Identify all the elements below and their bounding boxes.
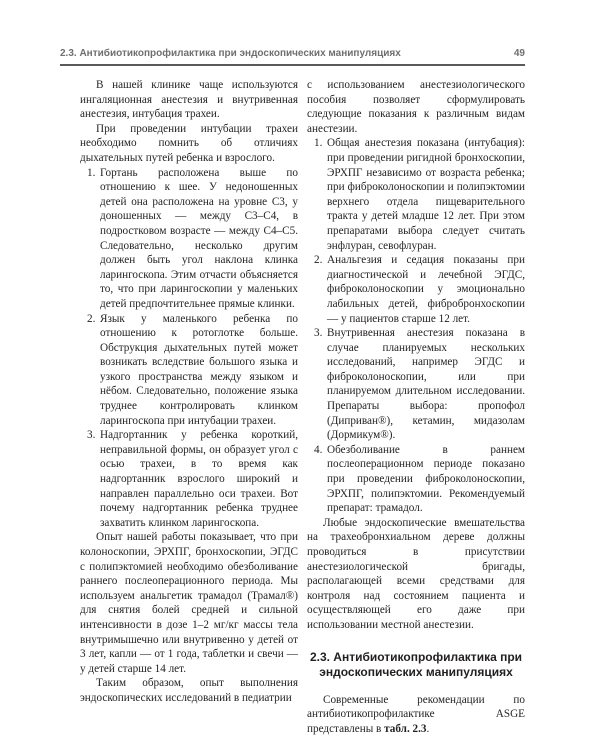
paragraph: При проведении интубации трахеи необходимо помнить об отличиях дыхательных путей ребенка и взрослого.: [80, 122, 298, 164]
paragraph-end: .: [426, 722, 430, 735]
running-header: [60, 48, 525, 59]
header-title: 2.3. Антибиотикопрофилактика при эндоскопических манипуляциях: [60, 48, 401, 59]
list-number: 2.: [314, 254, 323, 267]
list-item-text: Обезболивание в раннем послеоперационном периоде показано при проведении фиброколоноскопии, ЭРХПГ, полипэктомии. Рекомендуемый препарат: трамадол.: [327, 443, 525, 515]
paragraph-text: Современные рекомендации по антибиотикопрофилактике ASGE представлены в: [307, 693, 525, 735]
left-column: [80, 78, 298, 706]
paragraph: Любые эндоскопические вмешательства на трахеобронхиальном дереве должны проводиться в присутствии анестезиологической бригады, располагающей всеми средствами для контроля над состоянием пациента и осуществляющей его даже при использовании местной анестезии.: [307, 516, 525, 631]
list-item: [80, 428, 298, 530]
list-number: 4.: [314, 443, 323, 456]
list-item-text: Надгортанник у ребенка короткий, неправильной формы, он образует угол с осью трахеи, в то время как надгортанник взрослого широкий и направлен параллельно оси трахеи. Вот почему надгортанник ребенка труднее захватить клинком ларингоскопа.: [100, 429, 298, 529]
header-rule: [60, 64, 525, 66]
paragraph: с использованием анестезиологического пособия позволяет сформулировать следующие показания к различным видам анестезии.: [307, 79, 525, 135]
list-item-text: Гортань расположена выше по отношению к шее. У недоношенных детей она расположена на уровне С3, у доношенных — между С3–С4, в подростковом возрасте — между С4–С5. Следовательно, несколько другим должен быть угол наклона клинка ларингоскопа. Этим отчасти объясняется то, что при ларингоскопии у маленьких детей предпочтительнее прямые клинки.: [100, 166, 298, 310]
list-item: [307, 326, 525, 443]
table-reference: табл. 2.3: [384, 722, 427, 735]
paragraph: В нашей клинике чаще используются ингаляционная анестезия и внутривенная анестезия, интубация трахеи.: [80, 79, 298, 121]
list-item: [307, 253, 525, 326]
list-item: [307, 136, 525, 253]
numbered-list: [80, 166, 298, 531]
paragraph: Таким образом, опыт выполнения эндоскопических исследований в педиатрии: [80, 677, 298, 704]
paragraph: Опыт нашей работы показывает, что при колоноскопии, ЭРХПГ, бронхоскопии, ЭГДС с полипэктомией необходимо обезболивание раннего послеоперационного периода. Мы используем анальгетик трамадол (Трамал®) для снятия болей средней и сильной интенсивности в дозе 1–2 мг/кг массы тела внутримышечно или внутривенно у детей от 3 лет, капли — от 1 года, таблетки и свечи — у детей старше 14 лет.: [80, 531, 298, 675]
list-item-text: Анальгезия и седация показаны при диагностической и лечебной ЭГДС, фиброколоноскопии у эмоционально лабильных детей, фибробронхоскопии — у пациентов старше 12 лет.: [327, 254, 525, 325]
list-item-text: Язык у маленького ребенка по отношению к ротоглотке больше. Обструкция дыхательных путей может возникать вследствие большого языка и узкого пространства между языком и нёбом. Следовательно, положение языка труднее контролировать клинком ларингоскопа при интубации трахеи.: [100, 312, 298, 427]
section-heading: 2.3. Антибиотикопрофилактика при эндоскопических манипуляциях: [309, 649, 523, 679]
list-item-text: Общая анестезия показана (интубация): при проведении ригидной бронхоскопии, ЭРХПГ независимо от возраста ребенка; при фиброколоноскопии и полипэктомии верхнего отдела пищеварительного тракта у детей младше 12 лет. При этом препаратами выбора следует считать энфлуран, севофлуран.: [327, 137, 525, 252]
list-number: 1.: [314, 137, 323, 150]
list-number: 2.: [87, 312, 96, 325]
right-column: [307, 78, 525, 736]
numbered-list: [307, 136, 525, 515]
page-number: 49: [513, 48, 525, 59]
list-number: 1.: [87, 166, 96, 179]
list-item: [307, 443, 525, 516]
list-item: [80, 166, 298, 312]
list-number: 3.: [314, 327, 323, 340]
paragraph: [307, 693, 525, 737]
list-item: [80, 312, 298, 429]
list-number: 3.: [87, 429, 96, 442]
list-item-text: Внутривенная анестезия показана в случае планируемых нескольких исследований, например ЭГДС и фиброколоноскопии, или при планируемом длительном исследовании. Препараты выбора: пропофол (Диприван®), кетамин, мидазолам (Дормикум®).: [327, 327, 525, 442]
